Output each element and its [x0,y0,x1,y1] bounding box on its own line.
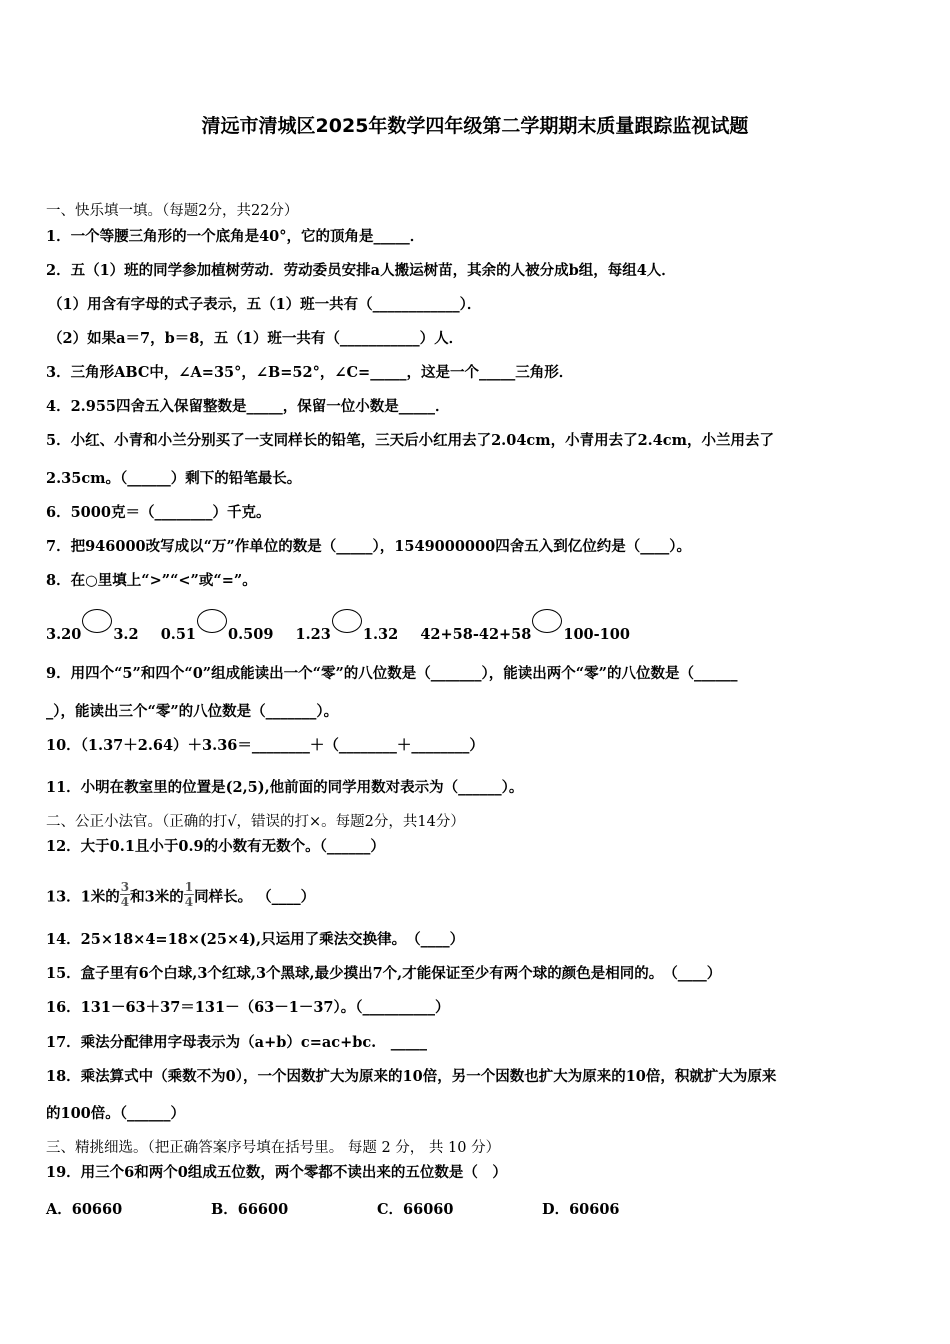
compare-circle-3[interactable] [332,609,362,633]
question-7: 7．把946000改写成以“万”作单位的数是（_____），1549000000四舍五入到亿位约是（____）。 [46,538,691,555]
question-10: 10．（1.37＋2.64）＋3.36＝________＋（________＋________） [46,737,484,754]
question-17: 17．乘法分配律用字母表示为（a+b）c=ac+bc. _____ [46,1034,427,1051]
question-5-line-2: 2.35cm。（______）剩下的铅笔最长。 [46,470,302,487]
question-18-line-2: 的100倍。（______） [46,1105,186,1122]
section-2-heading: 二、公正小法官。（正确的打√，错误的打×。每题2分，共14分） [46,814,465,830]
compare-right-4: 100-100 [563,626,630,643]
q13-text-3: 同样长。 （____） [194,888,316,906]
question-12: 12．大于0.1且小于0.9的小数有无数个。（______） [46,838,385,855]
fraction-3-4: $\frac{3}{4}$ [120,880,130,909]
option-b[interactable]: B．66600 [211,1201,289,1218]
question-6: 6．5000克＝（________）千克。 [46,504,271,521]
option-d[interactable]: D．60606 [542,1201,620,1218]
question-9-line-2: _），能读出三个“零”的八位数是（_______）。 [46,703,339,720]
question-8: 8．在○里填上“>”“<”或“=”。 [46,572,257,589]
question-19: 19．用三个6和两个0组成五位数，两个零都不读出来的五位数是（ ） [46,1164,507,1181]
option-a[interactable]: A．60660 [46,1201,123,1218]
compare-circle-1[interactable] [82,609,112,633]
question-13 [46,880,910,912]
question-18-line-1: 18．乘法算式中（乘数不为0），一个因数扩大为原来的10倍，另一个因数也扩大为原来的10倍，积就扩大为原来 [46,1068,777,1085]
question-9-line-1: 9．用四个“5”和四个“0”组成能读出一个“零”的八位数是（_______），能读出两个“零”的八位数是（______ [46,665,738,682]
question-1: 1．一个等腰三角形的一个底角是40°，它的顶角是_____． [46,228,425,245]
question-16: 16．131－63＋37＝131－（63－1－37）。（__________） [46,999,450,1016]
compare-circle-2[interactable] [197,609,227,633]
compare-circle-4[interactable] [532,609,562,633]
compare-left-3: 1.23 [295,626,331,643]
question-4: 4．2.955四舍五入保留整数是_____，保留一位小数是_____． [46,398,450,415]
compare-right-1: 3.2 [113,626,139,643]
compare-right-3: 1.32 [362,626,399,643]
question-5-line-1: 5．小红、小青和小兰分别买了一支同样长的铅笔，三天后小红用去了2.04cm，小青用去了2.4cm，小兰用去了 [46,432,774,449]
question-14: 14．25×18×4=18×(25×4),只运用了乘法交换律。 （____） [46,931,465,948]
compare-left-2: 0.51 [160,626,197,643]
question-11: 11．小明在教室里的位置是(2,5),他前面的同学用数对表示为（______）。 [46,779,524,796]
compare-left-1: 3.20 [46,626,82,643]
compare-left-4: 42+58-42+58 [420,626,532,643]
page-title: 清远市清城区2025年数学四年级第二学期期末质量跟踪监视试题 [201,115,749,137]
question-3: 3．三角形ABC中，∠A=35°，∠B=52°，∠C=_____，这是一个_____三角形． [46,364,574,381]
q13-text-1: 13．1米的 [46,888,120,906]
question-15: 15．盒子里有6个白球,3个红球,3个黑球,最少摸出7个,才能保证至少有两个球的颜色是相同的。 （____） [46,965,722,982]
comparison-row [46,617,910,645]
section-1-heading: 一、快乐填一填。（每题2分，共22分） [46,203,299,219]
fraction-1-4: $\frac{1}{4}$ [184,880,194,909]
option-c[interactable]: C．66060 [377,1201,454,1218]
question-2: 2．五（1）班的同学参加植树劳动．劳动委员安排a人搬运树苗，其余的人被分成b组，每组4人． [46,262,676,279]
question-2-part-1: （1）用含有字母的式子表示，五（1）班一共有（____________）． [48,296,482,313]
q13-text-2: 和3米的 [130,888,184,906]
section-3-heading: 三、精挑细选。（把正确答案序号填在括号里。 每题 2 分， 共 10 分） [46,1140,501,1156]
question-2-part-2: （2）如果a＝7，b＝8，五（1）班一共有（___________）人． [48,330,464,347]
compare-right-2: 0.509 [228,626,274,643]
